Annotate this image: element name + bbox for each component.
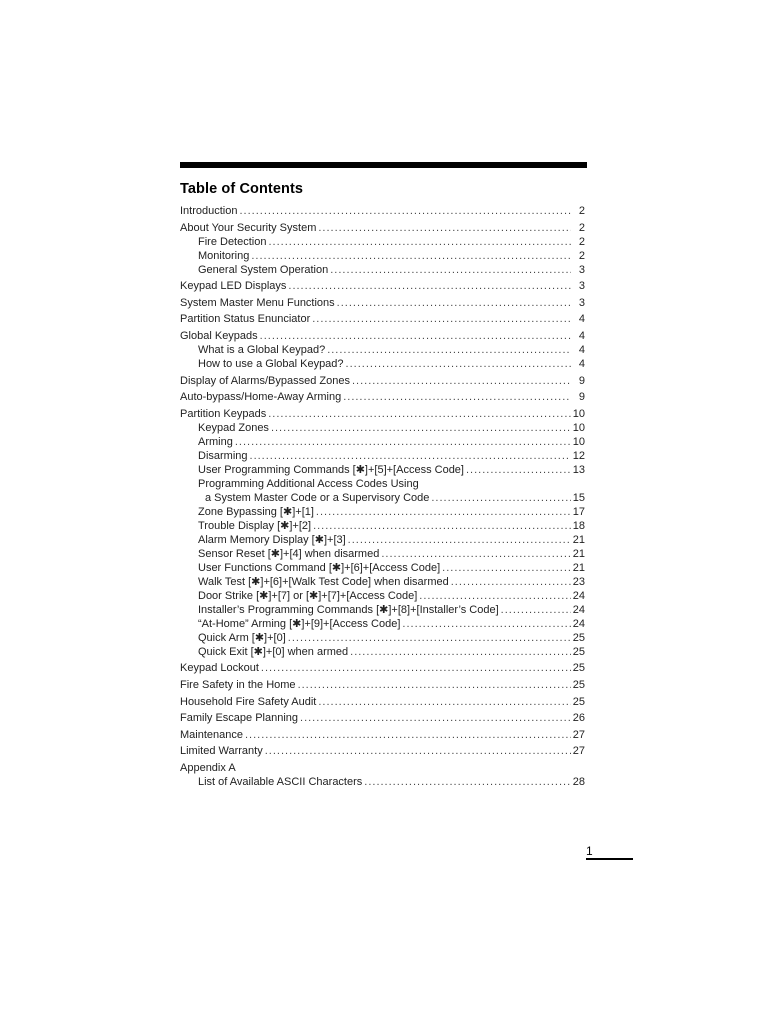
toc-entry[interactable] xyxy=(180,589,585,603)
leader-dots xyxy=(346,357,571,371)
toc-entry-page: 25 xyxy=(572,678,585,691)
toc-entry-page: 4 xyxy=(578,343,585,356)
toc-entry[interactable] xyxy=(180,249,585,263)
toc-entry-page: 9 xyxy=(578,391,585,404)
toc-entry[interactable] xyxy=(180,711,585,725)
toc-entry-title: Walk Test [✱]+[6]+[Walk Test Code] when disarmed xyxy=(198,575,449,588)
toc-entry[interactable] xyxy=(180,343,585,357)
toc-entry-title: Sensor Reset [✱]+[4] when disarmed xyxy=(198,547,380,560)
toc-entry[interactable] xyxy=(180,463,585,477)
page-number: 1 xyxy=(586,844,593,858)
toc-entry-title: Fire Safety in the Home xyxy=(180,678,296,691)
toc-entry-page: 4 xyxy=(578,357,585,370)
toc-entry-page: 26 xyxy=(572,712,585,725)
leader-dots xyxy=(288,279,571,293)
leader-dots xyxy=(352,374,571,388)
leader-dots xyxy=(330,263,571,277)
leader-dots xyxy=(260,329,571,343)
toc-entry-page: 17 xyxy=(572,505,585,518)
leader-dots xyxy=(313,519,571,533)
toc-entry[interactable] xyxy=(180,390,585,404)
toc-entry-title: Keypad Lockout xyxy=(180,662,259,675)
toc-entry-title: Keypad LED Displays xyxy=(180,280,287,293)
leader-dots xyxy=(327,343,571,357)
toc-entry[interactable] xyxy=(180,263,585,277)
toc-entry-page: 27 xyxy=(572,745,585,758)
toc-entry-title: Limited Warranty xyxy=(180,745,263,758)
toc-entry-page: 2 xyxy=(578,249,585,262)
toc-entry[interactable] xyxy=(180,296,585,310)
toc-entry[interactable] xyxy=(180,204,585,218)
toc-entry-title: System Master Menu Functions xyxy=(180,296,335,309)
toc-entry-title: Quick Exit [✱]+[0] when armed xyxy=(198,645,349,658)
toc-entry-page: 24 xyxy=(572,589,585,602)
page-title: Table of Contents xyxy=(180,181,304,197)
toc-entry[interactable] xyxy=(180,547,585,561)
toc-entry-title: Partition Keypads xyxy=(180,407,267,420)
toc-entry-page: 25 xyxy=(572,645,585,658)
toc-entry-page: 24 xyxy=(572,617,585,630)
leader-dots xyxy=(381,547,570,561)
toc-entry-title: Family Escape Planning xyxy=(180,712,299,725)
leader-dots xyxy=(288,631,571,645)
toc-entry[interactable] xyxy=(180,631,585,645)
toc-entry-title: Maintenance xyxy=(180,728,243,741)
toc-entry[interactable] xyxy=(180,744,585,758)
table-of-contents xyxy=(180,204,585,789)
toc-entry[interactable] xyxy=(180,617,585,631)
leader-dots xyxy=(402,617,570,631)
leader-dots xyxy=(343,390,571,404)
leader-dots xyxy=(312,312,571,326)
toc-entry-title: Programming Additional Access Codes Using xyxy=(198,477,419,490)
leader-dots xyxy=(451,575,571,589)
toc-entry[interactable] xyxy=(180,235,585,249)
toc-entry[interactable] xyxy=(180,505,585,519)
toc-entry[interactable] xyxy=(180,477,585,491)
toc-entry-page: 15 xyxy=(572,491,585,504)
toc-entry[interactable] xyxy=(180,533,585,547)
leader-dots xyxy=(337,296,571,310)
leader-dots xyxy=(364,775,570,789)
toc-entry[interactable] xyxy=(180,561,585,575)
toc-entry-title: Fire Detection xyxy=(198,235,267,248)
toc-entry[interactable] xyxy=(180,728,585,742)
toc-entry-page: 27 xyxy=(572,728,585,741)
toc-entry-page: 10 xyxy=(572,421,585,434)
toc-entry[interactable] xyxy=(180,279,585,293)
toc-entry-title: Door Strike [✱]+[7] or [✱]+[7]+[Access Code] xyxy=(198,589,418,602)
toc-entry-title: Global Keypads xyxy=(180,329,258,342)
toc-entry[interactable] xyxy=(180,645,585,659)
toc-entry[interactable] xyxy=(180,661,585,675)
toc-entry-page: 9 xyxy=(578,374,585,387)
leader-dots xyxy=(268,235,571,249)
footer-rule xyxy=(586,858,633,860)
toc-entry-title: Auto-bypass/Home-Away Arming xyxy=(180,391,342,404)
toc-entry-title: Installer’s Programming Commands [✱]+[8]+[Installer’s Code] xyxy=(198,603,499,616)
toc-entry-title: Display of Alarms/Bypassed Zones xyxy=(180,374,350,387)
leader-dots xyxy=(268,407,571,421)
toc-entry-page: 4 xyxy=(578,329,585,342)
header-rule xyxy=(180,162,587,168)
toc-entry-title: Arming xyxy=(198,435,233,448)
toc-entry-title: Keypad Zones xyxy=(198,421,269,434)
leader-dots xyxy=(250,449,571,463)
toc-entry[interactable] xyxy=(180,519,585,533)
toc-entry-page: 4 xyxy=(578,313,585,326)
leader-dots xyxy=(318,221,571,235)
toc-entry-title: About Your Security System xyxy=(180,221,317,234)
toc-entry[interactable] xyxy=(180,761,585,775)
leader-dots xyxy=(251,249,571,263)
toc-entry-page: 2 xyxy=(578,205,585,217)
leader-dots xyxy=(271,421,571,435)
toc-entry-page: 12 xyxy=(572,449,585,462)
toc-entry[interactable] xyxy=(180,357,585,371)
toc-entry[interactable] xyxy=(180,407,585,421)
leader-dots xyxy=(442,561,571,575)
toc-entry-title: What is a Global Keypad? xyxy=(198,343,326,356)
toc-entry-page: 28 xyxy=(572,775,585,788)
leader-dots xyxy=(300,711,571,725)
leader-dots xyxy=(419,589,570,603)
toc-entry[interactable] xyxy=(180,221,585,235)
leader-dots xyxy=(318,695,570,709)
leader-dots xyxy=(431,491,570,505)
toc-entry-page: 2 xyxy=(578,235,585,248)
toc-entry-title: User Functions Command [✱]+[6]+[Access Code] xyxy=(198,561,441,574)
toc-entry-page: 23 xyxy=(572,575,585,588)
toc-entry-title: Alarm Memory Display [✱]+[3] xyxy=(198,533,346,546)
toc-entry[interactable] xyxy=(180,449,585,463)
toc-entry-page: 3 xyxy=(578,280,585,293)
toc-entry-title: “At-Home” Arming [✱]+[9]+[Access Code] xyxy=(198,617,401,630)
toc-entry-page: 25 xyxy=(572,695,585,708)
leader-dots xyxy=(501,603,571,617)
toc-entry[interactable] xyxy=(180,575,585,589)
toc-entry-title: a System Master Code or a Supervisory Code xyxy=(205,491,430,504)
leader-dots xyxy=(265,744,571,758)
leader-dots xyxy=(348,533,571,547)
toc-entry-title: Quick Arm [✱]+[0] xyxy=(198,631,286,644)
toc-entry[interactable] xyxy=(180,695,585,709)
toc-entry-title: Monitoring xyxy=(198,249,250,262)
toc-entry[interactable] xyxy=(180,678,585,692)
toc-entry-page: 25 xyxy=(572,631,585,644)
toc-entry-title: Zone Bypassing [✱]+[1] xyxy=(198,505,314,518)
toc-entry-title: Partition Status Enunciator xyxy=(180,313,311,326)
toc-entry-page: 13 xyxy=(572,463,585,476)
toc-entry-title: How to use a Global Keypad? xyxy=(198,357,344,370)
toc-entry[interactable] xyxy=(180,329,585,343)
toc-entry-title: General System Operation xyxy=(198,263,329,276)
toc-entry-page: 3 xyxy=(578,296,585,309)
leader-dots xyxy=(316,505,571,519)
toc-entry-page: 24 xyxy=(572,603,585,616)
leader-dots xyxy=(261,661,571,675)
leader-dots xyxy=(245,728,571,742)
toc-entry[interactable] xyxy=(180,421,585,435)
toc-entry-page: 21 xyxy=(572,547,585,560)
leader-dots xyxy=(235,435,571,449)
toc-entry[interactable] xyxy=(180,312,585,326)
toc-entry[interactable] xyxy=(180,491,585,505)
toc-entry-page: 25 xyxy=(572,662,585,675)
toc-entry-page: 18 xyxy=(572,519,585,532)
toc-entry-title: Household Fire Safety Audit xyxy=(180,695,317,708)
toc-entry[interactable] xyxy=(180,603,585,617)
leader-dots xyxy=(239,204,571,218)
leader-dots xyxy=(350,645,571,659)
toc-entry-title: List of Available ASCII Characters xyxy=(198,775,363,788)
toc-entry-title: Disarming xyxy=(198,449,248,462)
toc-entry-page: 3 xyxy=(578,263,585,276)
toc-entry[interactable] xyxy=(180,374,585,388)
toc-entry-title: Trouble Display [✱]+[2] xyxy=(198,519,312,532)
toc-entry-page: 10 xyxy=(572,435,585,448)
toc-entry-title: Introduction xyxy=(180,205,238,217)
toc-entry-page: 21 xyxy=(572,561,585,574)
toc-entry-title: User Programming Commands [✱]+[5]+[Access Code] xyxy=(198,463,464,476)
toc-entry[interactable] xyxy=(180,775,585,789)
toc-entry-page: 2 xyxy=(578,221,585,234)
toc-entry-page: 21 xyxy=(572,533,585,546)
toc-entry-page: 10 xyxy=(572,407,585,420)
leader-dots xyxy=(466,463,571,477)
leader-dots xyxy=(298,678,571,692)
toc-entry-title: Appendix A xyxy=(180,761,236,774)
toc-entry[interactable] xyxy=(180,435,585,449)
